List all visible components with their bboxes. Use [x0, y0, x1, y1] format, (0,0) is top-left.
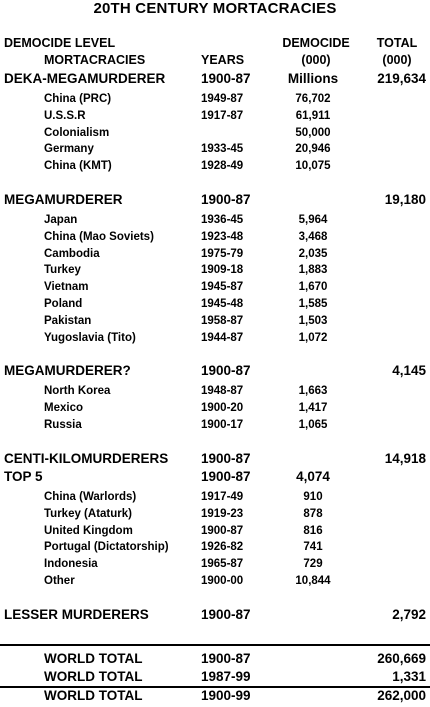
regime-name: Japan [44, 214, 78, 226]
world-total-years: 1987-99 [201, 669, 251, 684]
regime-democide: 61,911 [295, 110, 331, 122]
regime-democide: 1,883 [298, 264, 328, 276]
regime-years: 1900-00 [201, 575, 244, 587]
regime-years: 1948-87 [201, 385, 244, 397]
regime-name: China (Warlords) [44, 491, 137, 503]
regime-name: U.S.S.R [44, 110, 86, 122]
regime-years: 1928-49 [201, 160, 244, 172]
section-subgroup-years: 1900-87 [201, 469, 251, 484]
regime-democide: 10,075 [295, 160, 331, 172]
regime-name: China (Mao Soviets) [44, 231, 154, 243]
regime-name: Indonesia [44, 558, 98, 570]
divider-rule [0, 644, 430, 646]
regime-democide: 1,585 [298, 298, 328, 310]
regime-years: 1958-87 [201, 315, 244, 327]
world-total-label: WORLD TOTAL [44, 669, 143, 684]
section-name: MEGAMURDERER? [4, 363, 131, 378]
section-name: CENTI-KILOMURDERERS [4, 451, 169, 466]
section-years: 1900-87 [201, 192, 251, 207]
regime-democide: 816 [303, 525, 323, 537]
header-total-line1: TOTAL [376, 36, 418, 50]
regime-years: 1917-49 [201, 491, 244, 503]
section-total: 14,918 [384, 451, 426, 466]
regime-years: 1919-23 [201, 508, 244, 520]
regime-name: Yugoslavia (Tito) [44, 332, 136, 344]
regime-democide: 1,663 [298, 385, 328, 397]
section-total: 219,634 [377, 71, 426, 86]
section-total: 19,180 [384, 192, 426, 207]
regime-name: Russia [44, 419, 82, 431]
section-name: LESSER MURDERERS [4, 607, 149, 622]
header-total-line2: (000) [382, 53, 412, 67]
regime-years: 1949-87 [201, 93, 244, 105]
regime-democide: 76,702 [295, 93, 331, 105]
regime-name: Pakistan [44, 315, 92, 327]
regime-democide: 50,000 [295, 127, 331, 139]
regime-years: 1944-87 [201, 332, 244, 344]
regime-name: United Kingdom [44, 525, 133, 537]
regime-democide: 910 [303, 491, 323, 503]
regime-name: China (PRC) [44, 93, 112, 105]
world-total-value: 262,000 [377, 688, 426, 703]
section-years: 1900-87 [201, 363, 251, 378]
section-subgroup-democide: 4,074 [296, 469, 330, 484]
regime-democide: 1,417 [298, 402, 328, 414]
world-total-label: WORLD TOTAL [44, 688, 143, 703]
regime-democide: 10,844 [295, 575, 331, 587]
regime-years: 1900-17 [201, 419, 244, 431]
header-democide-line1: DEMOCIDE [282, 36, 350, 50]
world-total-years: 1900-99 [201, 688, 251, 703]
regime-years: 1945-87 [201, 281, 244, 293]
section-years: 1900-87 [201, 451, 251, 466]
header-democide-line2: (000) [301, 53, 331, 67]
regime-name: North Korea [44, 385, 111, 397]
regime-name: Colonialism [44, 127, 110, 139]
regime-name: Turkey (Ataturk) [44, 508, 132, 520]
section-name: MEGAMURDERER [4, 192, 123, 207]
section-total: 2,792 [392, 607, 426, 622]
regime-democide: 3,468 [298, 231, 328, 243]
regime-democide: 1,065 [298, 419, 328, 431]
regime-democide: 5,964 [298, 214, 328, 226]
regime-years: 1936-45 [201, 214, 244, 226]
regime-name: Poland [44, 298, 83, 310]
section-years: 1900-87 [201, 607, 251, 622]
section-name: DEKA-MEGAMURDERER [4, 71, 166, 86]
regime-name: Cambodia [44, 248, 100, 260]
regime-name: Mexico [44, 402, 83, 414]
regime-democide: 1,670 [298, 281, 328, 293]
section-subgroup-name: TOP 5 [4, 469, 43, 484]
regime-years: 1923-48 [201, 231, 244, 243]
section-democide: Millions [287, 71, 339, 86]
section-years: 1900-87 [201, 71, 251, 86]
regime-years: 1900-87 [201, 525, 244, 537]
regime-years: 1975-79 [201, 248, 244, 260]
regime-name: China (KMT) [44, 160, 112, 172]
regime-democide: 878 [303, 508, 323, 520]
world-total-value: 260,669 [377, 651, 426, 666]
world-total-label: WORLD TOTAL [44, 651, 143, 666]
regime-democide: 2,035 [298, 248, 328, 260]
regime-democide: 1,072 [298, 332, 328, 344]
regime-years: 1917-87 [201, 110, 244, 122]
regime-name: Germany [44, 143, 94, 155]
header-level-line2: MORTACRACIES [44, 53, 146, 67]
regime-years: 1965-87 [201, 558, 244, 570]
regime-democide: 20,946 [295, 143, 331, 155]
regime-years: 1945-48 [201, 298, 244, 310]
regime-democide: 741 [303, 541, 323, 553]
regime-name: Turkey [44, 264, 81, 276]
regime-years: 1926-82 [201, 541, 244, 553]
world-total-years: 1900-87 [201, 651, 251, 666]
header-level-line1: DEMOCIDE LEVEL [4, 36, 116, 50]
regime-years: 1909-18 [201, 264, 244, 276]
regime-democide: 729 [303, 558, 323, 570]
world-total-value: 1,331 [392, 669, 426, 684]
regime-years: 1933-45 [201, 143, 244, 155]
regime-years: 1900-20 [201, 402, 244, 414]
regime-name: Vietnam [44, 281, 89, 293]
section-total: 4,145 [392, 363, 426, 378]
page-title: 20TH CENTURY MORTACRACIES [93, 0, 337, 17]
regime-name: Portugal (Dictatorship) [44, 541, 169, 553]
regime-name: Other [44, 575, 75, 587]
header-years: YEARS [201, 53, 245, 67]
regime-democide: 1,503 [298, 315, 328, 327]
